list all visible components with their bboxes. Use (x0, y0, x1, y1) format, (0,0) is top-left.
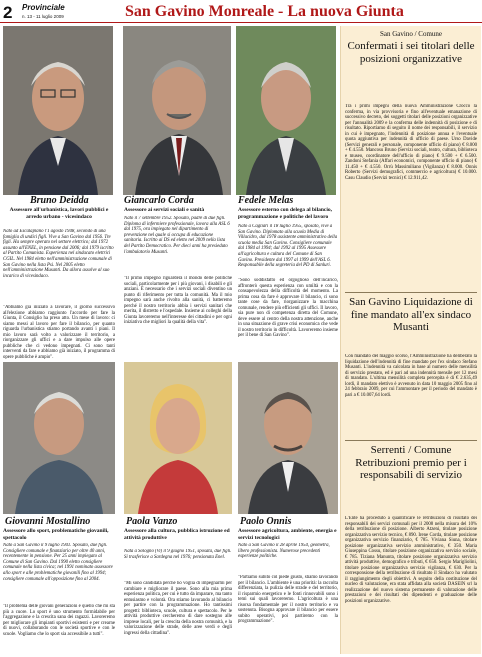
role-fedele-melas: Assessore esterno con delega al bilancio, programmazione e politiche del lavoro (238, 207, 333, 220)
name-giovanni-mostallino: Giovanni Mostallino (5, 516, 91, 527)
bio-bruno-deidda: Nato ad Escalaplano l'1 agosto 1948, secondo di una famiglia di undici figli. Vive a San Gavino dal 1956. Tre figli. Ha sempre operato nel settore elettrico; dal 1972 assunto all'ENEL, in pensione dal 2006; dal 1979 iscritto al Partito Comunista. Esperienza nel sindacato elettrici CGIL. Nel 1984 eletto nell'amministrazione comunale di San Gavino nella lista Psi. Nel 2005 eletto nell'amministrazione Musanti. Da allora assolve al suo incarico di vicesindaco. (3, 229, 114, 279)
text-giancarlo-corda: "Il primo impegno riguarderà il mondo delle politiche sociali, particolarmente per i più giovani, i disabili e gli anziani. È necessario che i servizi sociali diventino un punto di riferimento per tutta la comunità. Ma il mio impegno sarà anche rivolto alla sanità, ci batteremo perché il nostro territorio abbia i servizi sanitari che merita, il distretto e l'ospedale. Insieme ai colleghi della Giunta lavoreremo nell'interesse dei cittadini e per ogni iniziativa che migliori la qualità della vita". (124, 276, 232, 325)
text-bruno-deidda: "Abbiamo già iniziato a lavorare, il giorno successivo all'elezione abbiamo raggiunto l'accordo per fare la Giunta, il Consiglio ha preso atto. Un mese di lavoro: ci siamo messi al lavoro per fare il bilancio, per quanto riguarda l'urbanistica stiamo portando avanti i piani. Il mio lavoro sarà volto a valorizzare il territorio, a riorganizzare gli uffici e a dare impulso alle opere pubbliche che ci vedono impegnati. Ci sono tanti interventi da fare e abbiamo già iniziato, il programma di opere pubbliche è ampio". (3, 305, 115, 360)
bio-paola-vanzo: Nata a Sologno (Vi) il 9 giugno 1951, sposata, due figli. Si trasferisce a Sardegna nel 1976; pensionata Enel. (124, 549, 232, 560)
name-fedele-melas: Fedele Melas (238, 195, 294, 206)
newspaper-logo: Provinciale (22, 3, 65, 12)
text-paola-vanzo: "Mi sono candidata perché ho voglia di impegnarmi per cambiare e migliorare il paese. Sono alla mia prima esperienza politica, per cui è tutto da imparare, ma tanto entusiasmo e volontà. Ora stiamo lavorando al bilancio per partire con la programmazione. Ho tantissimi progetti: biblioteca, scuole, cultura e spettacolo. Per le attività produttive cercheremo di dare sostegno alle imprese locali, per la crescita della nostra comunità, e la valorizzazione delle strade, delle aree verdi e degli ingressi della cittadina". (124, 581, 232, 636)
sidebar-title-1: Confermati i sei titolari delle posizioni organizzative (347, 40, 475, 65)
sidebar-title-2: San Gavino Liquidazione di fine mandato all'ex sindaco Musanti (349, 296, 473, 333)
text-giovanni-mostallino: "Il problema delle giovani generazioni è quello che mi sta più a cuore. Lo sport è uno strumento formidabile per l'aggregazione e la crescita sana dei ragazzi. Lavoreremo per migliorare gli impianti sportivi esistenti e per crearne di nuovi, collaborando con le società sportive e con le scuole. Vogliamo che lo sport sia accessibile a tutti". (3, 604, 115, 637)
sidebar-text-2: Con mandato del maggio scorso, l'Amministrazione ha deliberato la liquidazione dell'indennità di fine mandato per l'ex sindaco Stefano Musanti. L'indennità va calcolata in base al numero delle mensilità di servizio prestato, ed è pari ad una indennità mensile per 12 mesi di mandato. L'ultima mensilità completa percepita è di € 2.635,49 lordi, il mandato elettivo è avvenuto in data 10 maggio 2005 fino al 24 febbraio 2009, per cui l'ammontare per il periodo del mandato è pari a € 10.007,64 lordi. (345, 354, 477, 398)
page-number: 2 (3, 3, 13, 22)
photo-fedele-melas (236, 26, 336, 195)
name-paola-vanzo: Paola Vanzo (126, 516, 178, 527)
role-paola-vanzo: Assessore alla cultura, pubblica istruzione ed attività produttive (124, 528, 230, 541)
sidebar-text-3: L'Ente ha proceduto a quantificare le retribuzioni di risultato dei responsabili dei servizi comunali per il 2008 nella misura del 10% della retribuzione di posizione. Alberto Atzeni, titolare posizione organizzativa servizio tecnico, € 890. Irene Corda, titolare posizione organizzativa servizio finanziario, € 785. Viviana Siuna, titolare posizione organizzativa servizio amministrativo, € 350. Maria Giuseppina Cossu, titolare posizione organizzativa servizio sociale, € 785. Tiziana Manunta, titolare posizione organizzativa servizio attività produttive, demografico e tributi, € 650. Sergio Marigliolini, titolare posizione organizzativa servizio vigilanza, € 630. Per la corresponsione della retribuzione di risultato il Sindaco ha valutato il raggiungimento degli obiettivi. A seguito della costituzione del nucleo di valutazione, era stata affidata alla società DASEIN srl la realizzazione del nuovo sistema permanente di valutazione delle prestazioni e dei risultati dei dipendenti e graduazione delle posizioni organizzative. (345, 516, 477, 604)
sidebar-divider-2 (345, 440, 477, 441)
photo-giancarlo-corda (123, 26, 231, 195)
photo-paolo-onnis (238, 362, 338, 514)
photo-paola-vanzo (124, 362, 232, 514)
bio-giancarlo-corda: Nato il 7 settembre 1952. Sposato, padre di due figli. Diploma di infermiere professionale, lavora alla ASL 6 dal 1975, ora impiegato nel dipartimento di prevenzione nel quale si occupa di educazione sanitaria. Iscritto ai DS ed eletto nel 2009 nella lista del Partito Democratico. Per dieci anni ha presieduto l'ambulatorio Musanti. (124, 216, 230, 255)
name-paolo-onnis: Paolo Onnis (240, 516, 292, 527)
header-divider (0, 22, 482, 23)
role-giovanni-mostallino: Assessore allo sport, problematiche giovanili, spettacolo (3, 528, 109, 541)
sidebar-kicker-1: San Gavino / Comune (379, 30, 443, 38)
sidebar-divider-1 (345, 292, 477, 293)
sidebar-text-1: Tra i primi impegni della nuova Amministrazione Crocco la conferma, in via provvisoria e fino all'eventuale emanazione di successivo decreto, dei soggetti titolari delle posizioni organizzative per l'annualità 2009 e la conferma delle indennità di posizione e di risultato. Riportiamo di seguito il nome dei responsabili, il servizio in cui è impegnato, l'indennità di posizione annua e l'eventuale quota aggiuntiva per indennità di ufficio di paese. Urso Davide (Servizi generali e personale, componente ufficio di piano) € 8.000 + € 4.550. Mancosu Bruno (Servizi sociali, teatro, cultura, biblioteca e museo, coordinatore dell'ufficio di piano) € 9.500 + € 6.500. Zandoni Stefania (Affari economici, componente ufficio di piano) € 11.450 + € 4.550. Orrù Massimiliano (Vigilanza) € 8.000. Onnis Roberto (Servizi demografici, commercio e agricoltura) € 10.000. Casu Claudio (Servizi tecnici) € 12.911,42. (345, 104, 477, 181)
page-title: San Gavino Monreale - La nuova Giunta (125, 3, 404, 20)
role-giancarlo-corda: Assessore ai servizi sociali e sanità (124, 207, 205, 213)
name-giancarlo-corda: Giancarlo Corda (124, 195, 194, 206)
bio-paolo-onnis: Nato a San Gavino il 28 aprile 1954, geometra, libero professionista. Numerose precedenti esperienze politiche. (238, 543, 330, 560)
photo-giovanni-mostallino (3, 362, 115, 514)
name-bruno-deidda: Bruno Deidda (30, 195, 89, 206)
role-paolo-onnis: Assessore agricoltura, ambiente, energia e servizi tecnologici (238, 528, 337, 541)
sidebar-title-3: Serrenti / Comune Retribuzioni premio per i responsabili di servizio (355, 444, 467, 481)
issue-date: n. 13 - 11 luglio 2009 (22, 14, 64, 19)
role-bruno-deidda: Assessore all'urbanistica, lavori pubblici e arredo urbano - vicesindaco (9, 207, 109, 220)
sidebar (340, 26, 481, 654)
bio-giovanni-mostallino: Nato a San Gavino il 9 luglio 1941. Sposato, due figli. Consigliere comunale e finanziario per oltre 40 anni, recentemente in pensione. Per 25 anni impiegato al Comune di San Gavino. Dal 1990 eletto consigliere comunale nella lista civica; nel 1991 nominato assessore allo sport e alle problematiche giovanili fino al 1994; consigliere comunale all'opposizione fino al 2004. (3, 543, 113, 582)
photo-bruno-deidda (3, 26, 113, 195)
bio-fedele-melas: Nato a Cagliari il 18 luglio 1955, sposato, vive a San Gavino. Diplomato alla scuola Media di Villacidro, dal 1978 assistente amministrativo della scuola media San Gavino. Consigliere comunale dal 1984 al 1994; dal 1992 al 1995 Assessore all'agricoltura e cultura del Comune di San Gavino. Presidente dal 1997 al 1999 dell'ASL 6. Responsabile della segreteria del PD di Sanluri. (238, 224, 338, 269)
text-paolo-onnis: "Partiamo subito col piede giusto, stiamo lavorando per il bilancio. L'ambiente è una priorità: la raccolta differenziata, la pulizia delle strade e del territorio, il risparmio energetico e le fonti rinnovabili sono i temi sui quali lavoreremo. L'agricoltura è una risorsa fondamentale per il nostro territorio e va sostenuta. Bisogna approvare il bilancio per essere subito operativi, poi partiremo con la programmazione". (238, 575, 338, 624)
text-fedele-melas: "Sono soddisfatto ed orgoglioso dell'incarico, affronterò questa esperienza con umiltà e con la consapevolezza della difficoltà del momento. La prima cosa da fare è approvare il bilancio, ci sono tante cose da fare, riorganizzare la macchina comunale, rendere più efficienti gli uffici. Il lavoro, sia pure non di competenza diretta del Comune, deve essere al centro della nostra attenzione, anche in una situazione di grave crisi economica che vede il nostro territorio in difficoltà. Lavoreremo insieme per il bene di San Gavino". (238, 278, 338, 338)
